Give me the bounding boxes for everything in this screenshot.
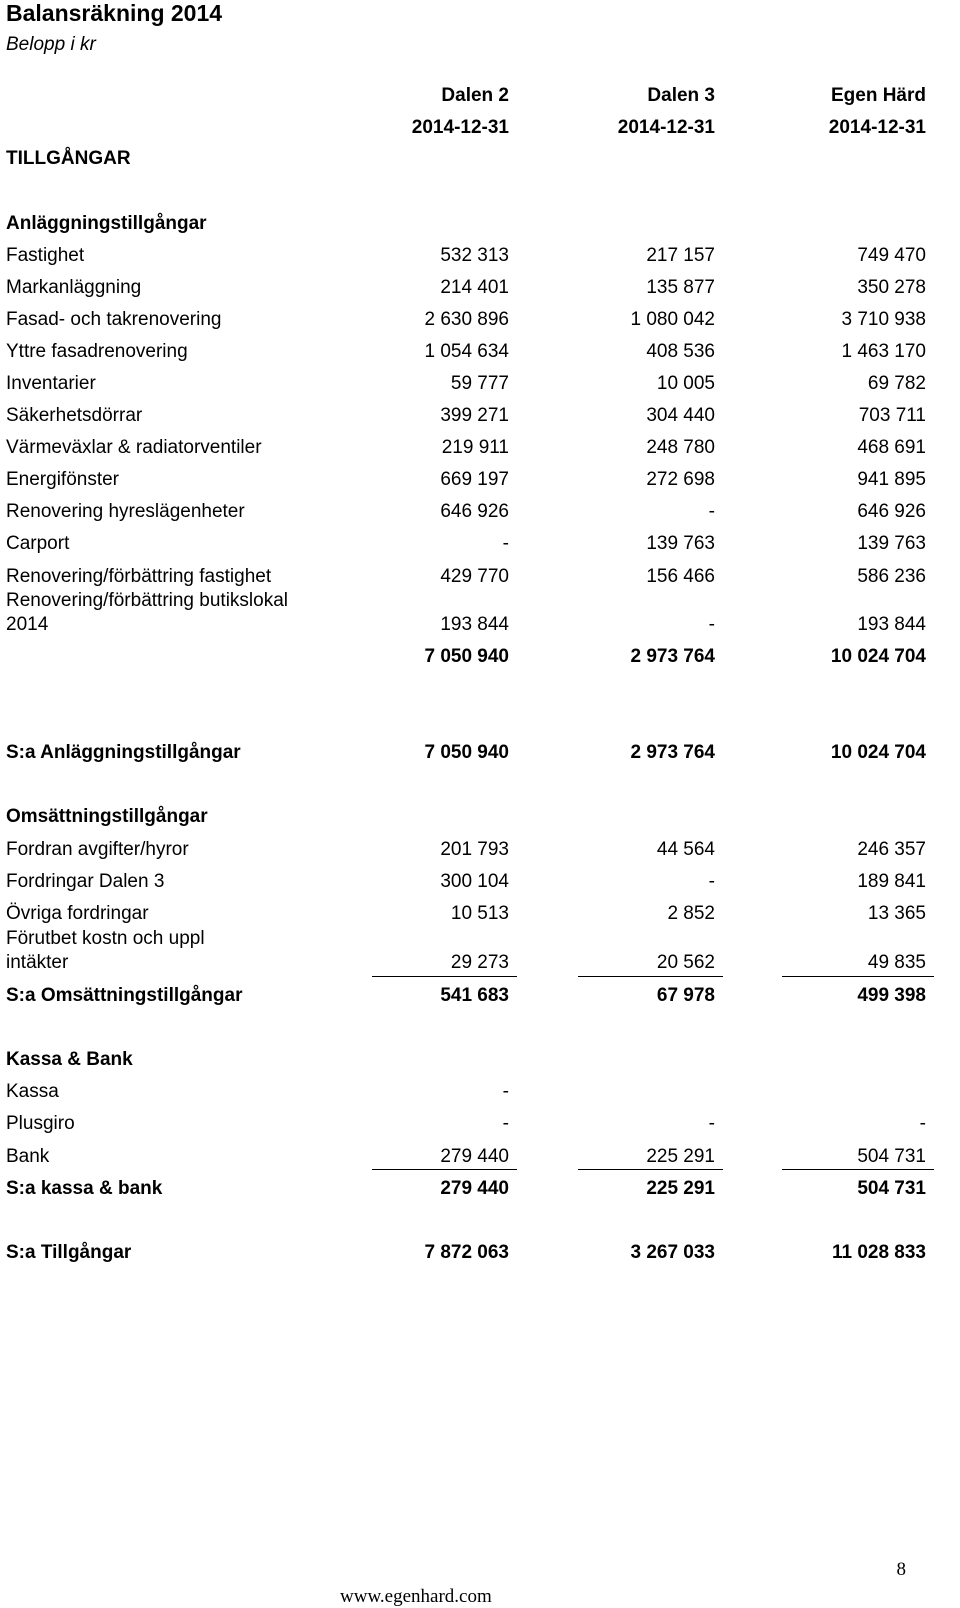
row-value-dalen2: 201 793 [440,839,509,860]
row-value-dalen3: 217 157 [646,245,715,266]
row-value-egen-hard: 139 763 [857,533,926,554]
section-heading-tillgangar: TILLGÅNGAR [6,148,131,169]
grand-total-dalen2: 7 872 063 [424,1242,509,1263]
row-label-line2: 2014 [6,614,49,635]
row-value-dalen2: 214 401 [440,277,509,298]
row-label-line1: Förutbet kostn och uppl [6,928,205,949]
total-dalen2: 279 440 [440,1178,509,1199]
row-value-dalen2: 669 197 [440,469,509,490]
row-value-dalen3: 156 466 [646,566,715,587]
row-value-dalen3: 248 780 [646,437,715,458]
row-label: Carport [6,533,70,554]
group-heading-anlaggning: Anläggningstillgångar [6,213,207,234]
group-heading-kassa: Kassa & Bank [6,1049,133,1070]
subtotal-egen-hard: 10 024 704 [830,646,926,667]
row-value-egen-hard: 646 926 [857,501,926,522]
column-header-dalen3: Dalen 3 [647,85,715,106]
row-label: Plusgiro [6,1113,75,1134]
row-value-dalen2: 29 273 [450,952,509,973]
row-value-dalen3: 10 005 [656,373,715,394]
total-label: S:a kassa & bank [6,1178,163,1199]
page-subtitle: Belopp i kr [6,34,96,55]
row-value-dalen3: - [708,871,715,892]
row-label: Kassa [6,1081,59,1102]
row-value-egen-hard: - [919,1113,926,1134]
row-value-dalen2: 300 104 [440,871,509,892]
total-dalen2: 541 683 [440,985,509,1006]
row-label: Renovering hyreslägenheter [6,501,245,522]
column-header-dalen2: Dalen 2 [441,85,509,106]
subtotal-dalen2: 7 050 940 [424,646,509,667]
row-value-egen-hard: 586 236 [857,566,926,587]
row-label-line2: intäkter [6,952,69,973]
total-egen-hard: 504 731 [857,1178,926,1199]
row-value-dalen2: 59 777 [450,373,509,394]
total-dalen3: 2 973 764 [630,742,715,763]
row-value-egen-hard: 246 357 [857,839,926,860]
grand-total-dalen3: 3 267 033 [630,1242,715,1263]
row-value-dalen2: 2 630 896 [424,309,509,330]
row-value-dalen3: 304 440 [646,405,715,426]
row-value-dalen2: 532 313 [440,245,509,266]
row-value-dalen2: 193 844 [440,614,509,635]
row-value-dalen2: 10 513 [450,903,509,924]
row-value-egen-hard: 189 841 [857,871,926,892]
row-value-dalen3: 2 852 [667,903,715,924]
row-label: Säkerhetsdörrar [6,405,143,426]
row-value-egen-hard: 193 844 [857,614,926,635]
row-value-dalen2: 646 926 [440,501,509,522]
row-label: Fordran avgifter/hyror [6,839,189,860]
row-value-dalen3: 225 291 [646,1146,715,1167]
underline-dalen3 [578,1169,723,1170]
total-label: S:a Omsättningstillgångar [6,985,243,1006]
row-label: Renovering/förbättring fastighet [6,566,272,587]
subtotal-dalen3: 2 973 764 [630,646,715,667]
row-value-dalen3: 135 877 [646,277,715,298]
total-label: S:a Anläggningstillgångar [6,742,241,763]
row-value-egen-hard: 1 463 170 [841,341,926,362]
page-title: Balansräkning 2014 [6,0,223,26]
row-value-egen-hard: 13 365 [867,903,926,924]
footer-url: www.egenhard.com [340,1586,492,1607]
total-dalen2: 7 050 940 [424,742,509,763]
row-value-dalen2: 1 054 634 [424,341,509,362]
row-value-dalen2: 429 770 [440,566,509,587]
row-label: Energifönster [6,469,120,490]
row-label: Bank [6,1146,50,1167]
row-value-egen-hard: 350 278 [857,277,926,298]
row-label: Inventarier [6,373,96,394]
column-date-dalen3: 2014-12-31 [617,117,715,138]
grand-total-egen-hard: 11 028 833 [831,1242,926,1263]
column-date-dalen2: 2014-12-31 [411,117,509,138]
row-value-dalen2: - [502,1081,509,1102]
row-label: Fastighet [6,245,85,266]
row-value-egen-hard: 69 782 [867,373,926,394]
row-value-egen-hard: 504 731 [857,1146,926,1167]
underline-egen-hard [782,1169,934,1170]
row-value-dalen3: - [708,1113,715,1134]
row-value-dalen3: 20 562 [656,952,715,973]
total-egen-hard: 499 398 [857,985,926,1006]
row-value-egen-hard: 468 691 [857,437,926,458]
row-value-dalen3: - [708,501,715,522]
row-value-egen-hard: 941 895 [857,469,926,490]
row-value-dalen3: 408 536 [646,341,715,362]
row-value-dalen3: 139 763 [646,533,715,554]
row-value-dalen3: 272 698 [646,469,715,490]
row-value-egen-hard: 3 710 938 [841,309,926,330]
row-value-dalen3: - [708,614,715,635]
column-date-egen-hard: 2014-12-31 [828,117,926,138]
row-value-dalen2: 399 271 [440,405,509,426]
row-label: Fasad- och takrenovering [6,309,222,330]
underline-egen-hard [782,976,934,977]
grand-total-label: S:a Tillgångar [6,1242,132,1263]
row-value-dalen3: 44 564 [656,839,715,860]
row-label: Fordringar Dalen 3 [6,871,165,892]
group-heading-omsattning: Omsättningstillgångar [6,806,208,827]
page-number: 8 [896,1559,906,1580]
row-value-dalen2: - [502,1113,509,1134]
row-label: Övriga fordringar [6,903,149,924]
row-label: Markanläggning [6,277,142,298]
row-value-egen-hard: 49 835 [867,952,926,973]
underline-dalen2 [372,976,517,977]
total-dalen3: 225 291 [646,1178,715,1199]
underline-dalen2 [372,1169,517,1170]
total-dalen3: 67 978 [656,985,715,1006]
row-value-dalen2: 279 440 [440,1146,509,1167]
row-value-dalen2: 219 911 [441,437,509,458]
row-value-egen-hard: 703 711 [858,405,926,426]
underline-dalen3 [578,976,723,977]
row-label-line1: Renovering/förbättring butikslokal [6,590,288,611]
row-label: Yttre fasadrenovering [6,341,188,362]
total-egen-hard: 10 024 704 [830,742,926,763]
row-value-egen-hard: 749 470 [857,245,926,266]
column-header-egen-hard: Egen Härd [830,85,926,106]
row-value-dalen3: 1 080 042 [630,309,715,330]
row-value-dalen2: - [502,533,509,554]
row-label: Värmeväxlar & radiatorventiler [6,437,262,458]
